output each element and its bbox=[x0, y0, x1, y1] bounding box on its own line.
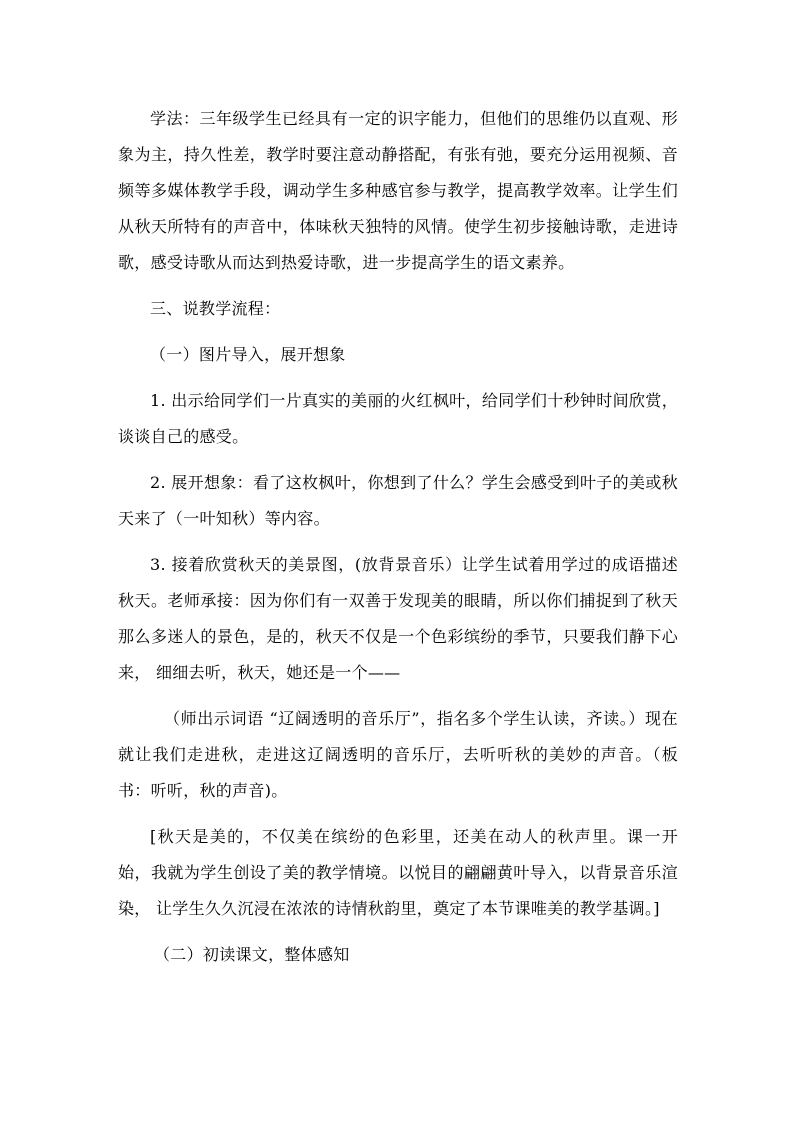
paragraph-study-method: 学法：三年级学生已经具有一定的识字能力，但他们的思维仍以直观、形象为主，持久性差，教学时要注意动静搭配，有张有弛，要充分运用视频、音频等多媒体教学手段，调动学生多种感官参与教学，提高教学效率。让学生们从秋天所特有的声音中，体味秋天独特的风情。使学生初步接触诗歌，走进诗歌，感受诗歌从而达到热爱诗歌，进一步提高学生的语文素养。 bbox=[118, 109, 678, 272]
paragraph-teacher-shows-word: （师出示词语 “辽阔透明的音乐厅”，指名多个学生认读，齐读。）现在就让我们走进秋，走进这辽阔透明的音乐厅，去听听秋的美妙的声音。（板书：听听，秋的声音)。 bbox=[118, 709, 678, 800]
list-item-2: 2. 展开想象：看了这枚枫叶，你想到了什么？学生会感受到叶子的美或秋天来了（一叶知秋）等内容。 bbox=[118, 473, 678, 528]
subheading-first-reading: （二）初读课文，整体感知 bbox=[154, 945, 350, 964]
heading-teaching-process: 三、说教学流程： bbox=[150, 299, 281, 318]
document-body bbox=[118, 101, 678, 973]
paragraph-commentary: [秋天是美的，不仅美在缤纷的色彩里，还美在动人的秋声里。课一开始，我就为学生创设了美的教学情境。以悦目的翩翩黄叶导入，以背景音乐渲染， 让学生久久沉浸在浓浓的诗情秋韵里，奠定了本节课唯美的教学基调。] bbox=[118, 827, 678, 918]
list-item-3: 3. 接着欣赏秋天的美景图，(放背景音乐）让学生试着用学过的成语描述秋天。老师承接：因为你们有一双善于发现美的眼睛，所以你们捕捉到了秋天那么多迷人的景色，是的，秋天不仅是一个色彩缤纷的季节，只要我们静下心来， 细细去听，秋天，她还是一个—— bbox=[118, 555, 678, 682]
subheading-image-intro: （一）图片导入，展开想象 bbox=[150, 345, 346, 364]
list-item-1: 1. 出示给同学们一片真实的美丽的火红枫叶，给同学们十秒钟时间欣赏，谈谈自己的感受。 bbox=[118, 391, 678, 446]
